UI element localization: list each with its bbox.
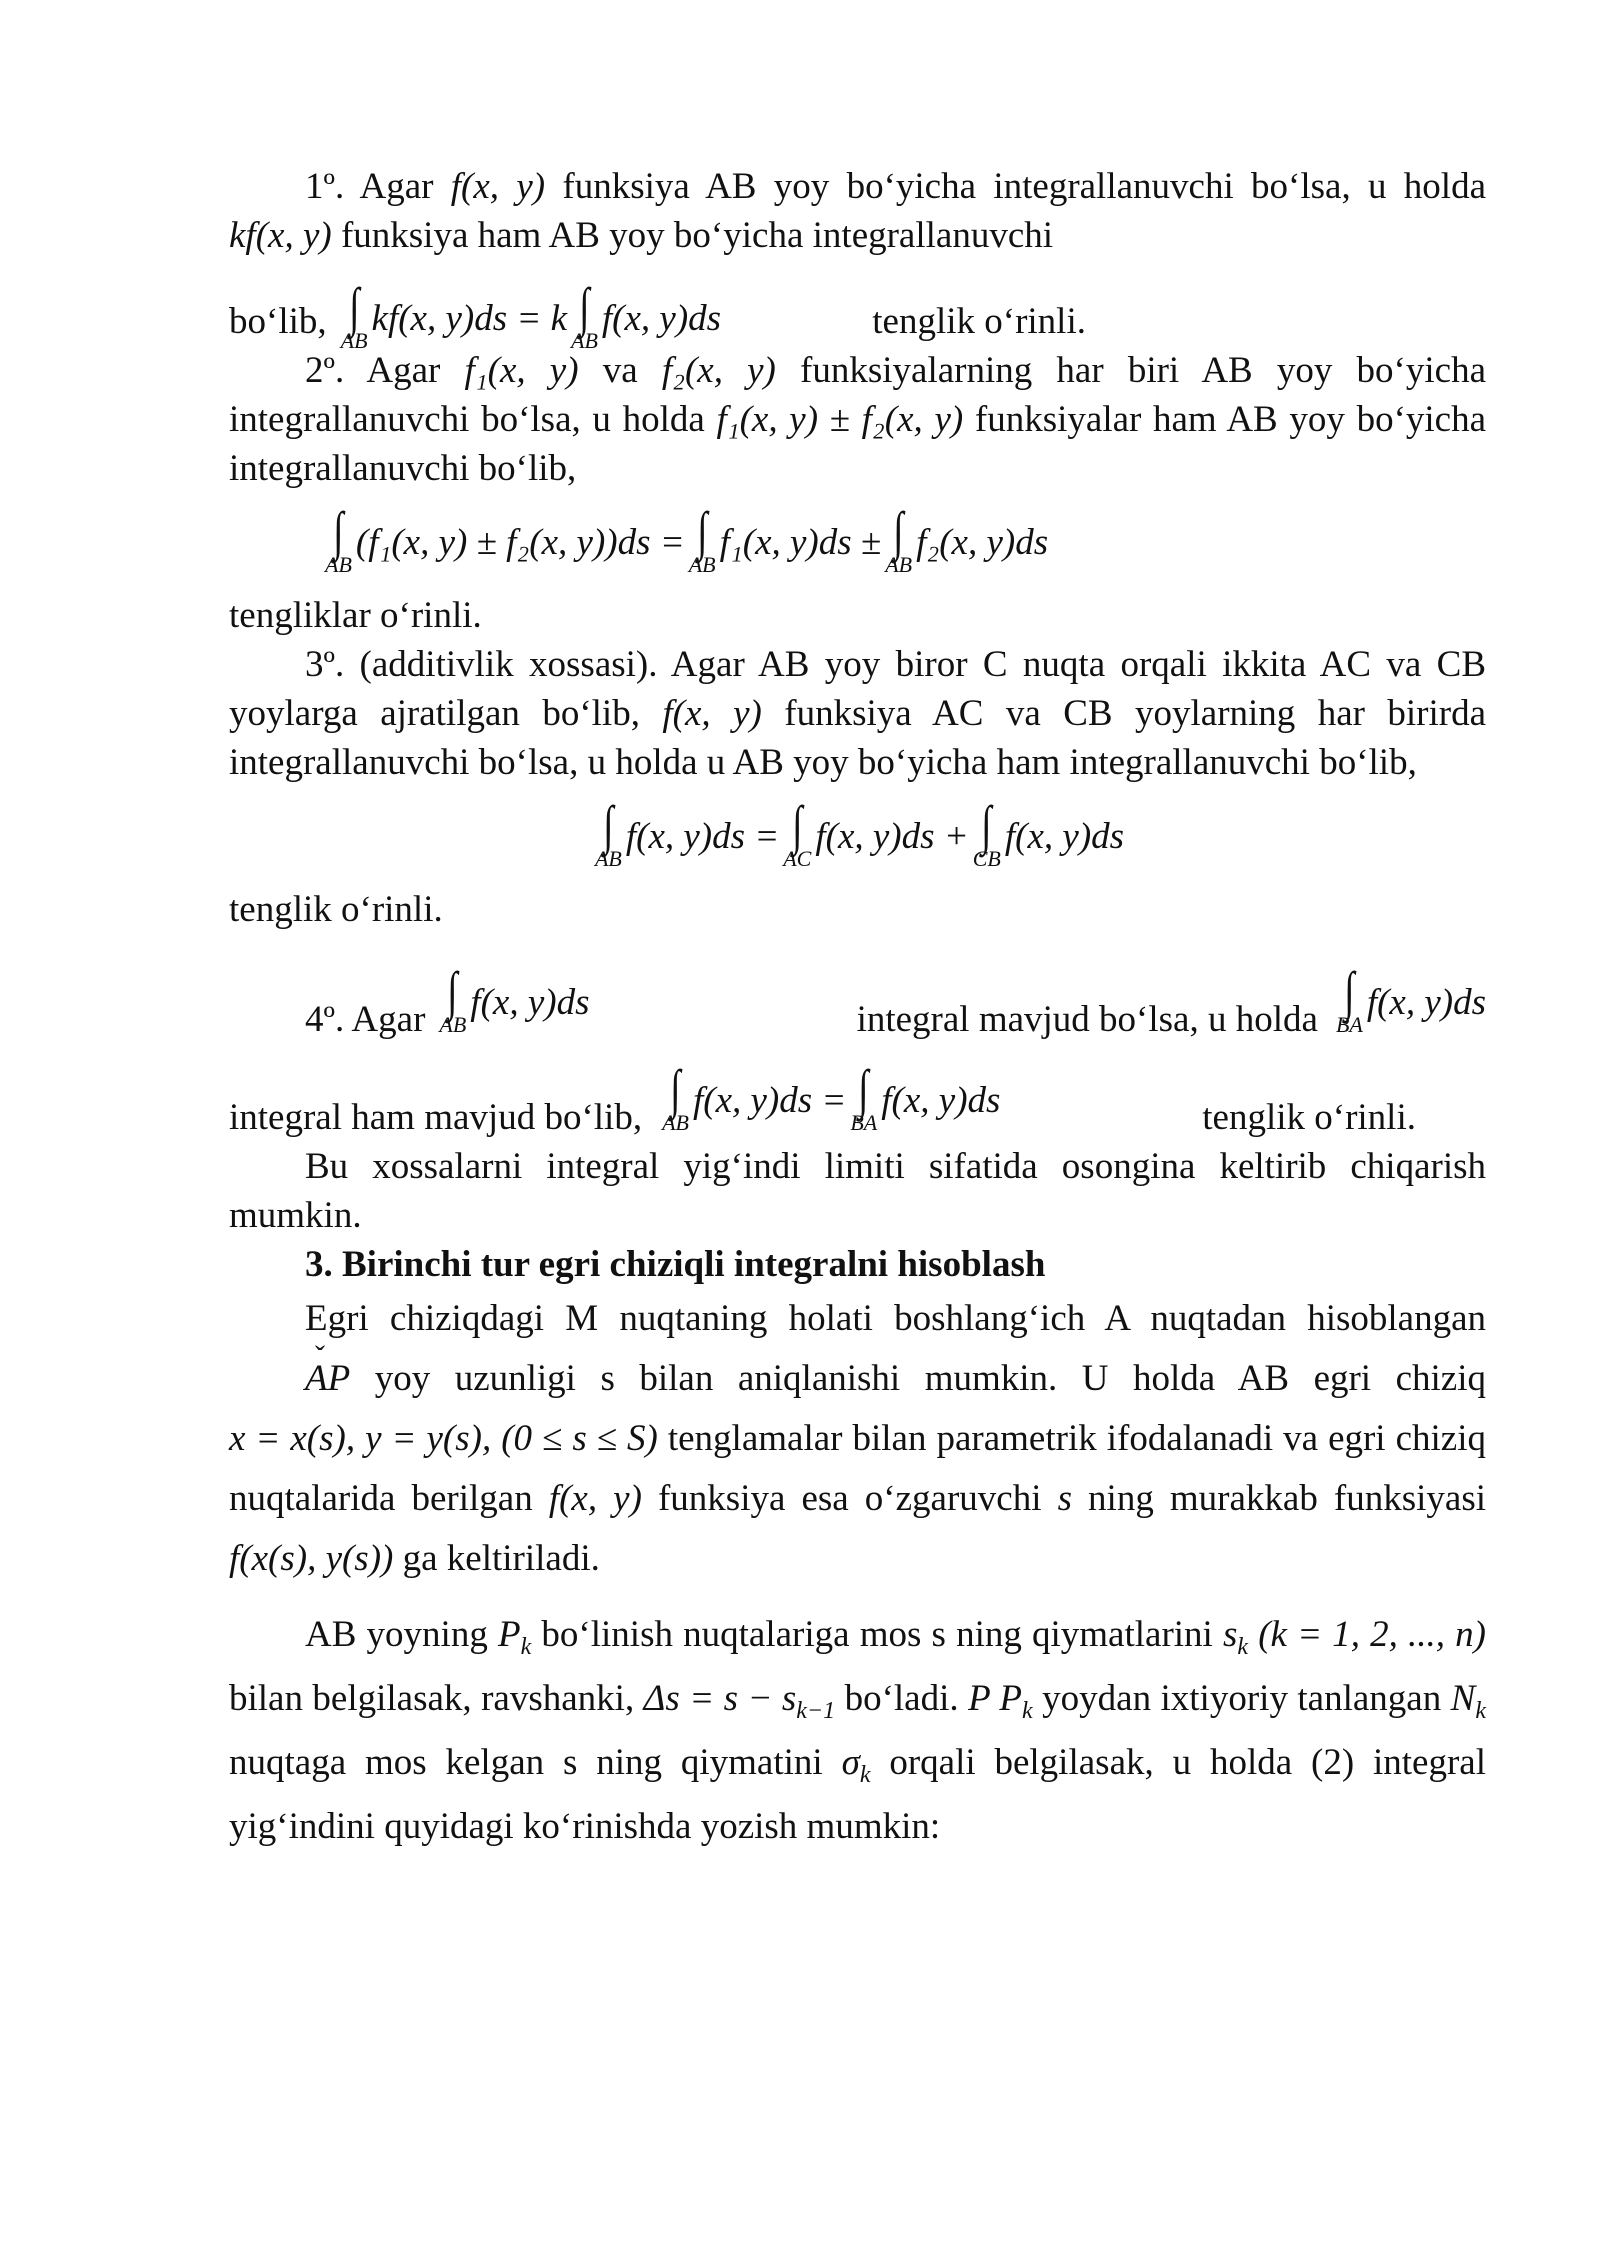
text: funksiyalarning har biri AB yoy bo‘yicha integrallanuvchi bo‘lsa, u holda <box>229 350 1487 440</box>
integral-sign: ∫ AB <box>662 1059 689 1135</box>
formula-part: f₁(x, y)ds ± <box>719 521 882 563</box>
formula-ap: ˇ AP <box>229 1349 350 1409</box>
formula-part: f(x, y)ds = <box>692 1079 847 1121</box>
text: AB yoyning <box>305 1614 488 1655</box>
text: tenglik o‘rinli. <box>229 889 443 930</box>
paragraph-7 <box>229 1603 1486 1859</box>
formula-param: x = x(s), y = y(s), (0 ≤ s ≤ S) <box>229 1418 658 1459</box>
integral-sign: ∫ BA <box>1335 961 1363 1037</box>
paragraph-6 <box>229 1289 1486 1589</box>
text: funksiya ham AB yoy bo‘yicha integrallanuvchi <box>340 215 1054 256</box>
text: funksiyalar ham AB yoy bo‘yicha integrallanuvchi bo‘lib, <box>229 399 1487 489</box>
text: tenglik o‘rinli. <box>1202 1097 1416 1138</box>
formula-part: f(x, y)ds <box>1366 981 1486 1023</box>
formula-integral-2 <box>229 493 1486 591</box>
text: nuqtaga mos kelgan s ning qiymatini <box>229 1742 823 1783</box>
formula-integral-4c <box>658 1059 1001 1135</box>
section-heading: 3. Birinchi tur egri chiziqli integralni hisoblash <box>305 1244 1046 1285</box>
text: funksiya AB yoy bo‘yicha integrallanuvchi bo‘lsa, u holda <box>562 166 1487 207</box>
formula-sum: f₁(x, y) ± f₂(x, y) <box>716 399 964 440</box>
formula-part: kf(x, y)ds = k <box>371 297 568 339</box>
text: integral ham mavjud bo‘lib, <box>229 1097 643 1138</box>
integral-sign: ∫ AB <box>571 277 598 353</box>
text: tengliklar o‘rinli. <box>229 595 482 636</box>
property-1 <box>229 162 1486 260</box>
formula-s: s <box>1057 1478 1072 1519</box>
formula-f: f(x, y) <box>548 1478 642 1519</box>
formula-pk: $P_k$ <box>497 1614 532 1660</box>
text: yoydan ixtiyoriy tanlangan <box>1042 1678 1442 1719</box>
formula-integral-1 <box>337 277 722 353</box>
text: yoy uzunligi s bilan aniqlanishi mumkin. U holda AB egri chiziq <box>374 1358 1486 1399</box>
formula-integral-4a <box>435 961 590 1037</box>
formula-kf: kf(x, y) <box>229 215 332 256</box>
formula-part: (f₁(x, y) ± f₂(x, y))ds = <box>355 521 685 563</box>
formula-delta: $\Delta s = s - s_{k-1}$ <box>643 1678 836 1724</box>
text: 2º. Agar <box>305 350 441 391</box>
text: tenglamalar bilan parametrik ifodalanadi va egri chiziq nuqtalarida berilgan <box>229 1418 1486 1519</box>
integral-sign: ∫ AC <box>783 795 812 871</box>
text: bo‘lib, <box>229 301 327 342</box>
formula-part: f(x, y)ds + <box>815 815 969 857</box>
text: funksiya esa o‘zgaruvchi <box>657 1478 1042 1519</box>
integral-sign: ∫ AB <box>885 501 913 577</box>
formula-part: f₂(x, y)ds <box>916 521 1049 563</box>
text: 3º. (additivlik xossasi). Agar AB yoy biror C nuqta orqali ikkita AC va CB yoylarga ajratilgan bo‘lib, <box>229 644 1486 734</box>
formula-kset: (k = 1, 2, ..., n) <box>1258 1614 1486 1655</box>
formula-arc: P $P_k$ <box>968 1678 1033 1724</box>
formula-integral-4b <box>1332 961 1486 1037</box>
formula-sk: $s_k$ <box>1223 1614 1249 1660</box>
formula-f: f(x, y) <box>662 693 762 734</box>
property-3 <box>229 640 1486 787</box>
formula-sigma: $\sigma_k$ <box>841 1742 871 1788</box>
text: tenglik o‘rinli. <box>872 301 1086 342</box>
formula-fs: f(x(s), y(s)) <box>229 1538 394 1579</box>
document-page <box>229 162 1486 1859</box>
text: Egri chiziqdagi M nuqtaning holati boshlang‘ich A nuqtadan hisoblangan <box>305 1298 1486 1339</box>
text: ga keltiriladi. <box>402 1538 600 1579</box>
property-4-line-2 <box>229 1044 1486 1142</box>
formula-nk: $N_k$ <box>1450 1678 1486 1724</box>
property-4-line-1 <box>229 934 1486 1044</box>
text: bo‘linish nuqtalariga mos s ning qiymatlarini <box>541 1614 1213 1655</box>
integral-sign: ∫ AB <box>594 795 622 871</box>
text: 1º. Agar <box>305 166 434 207</box>
integral-sign: ∫ CB <box>972 795 1001 871</box>
text: va <box>602 350 638 391</box>
integral-sign: ∫ AB <box>688 501 716 577</box>
formula-part: f(x, y)ds <box>1004 815 1125 857</box>
text: bilan belgilasak, ravshanki, <box>229 1678 635 1719</box>
text: bo‘ladi. <box>844 1678 959 1719</box>
text: 4º. Agar <box>305 999 426 1040</box>
formula-part: f(x, y)ds = <box>625 815 780 857</box>
property-2 <box>229 346 1486 493</box>
text: orqali belgilasak, u holda (2) integral yig‘indini quyidagi ko‘rinishda yozish mumkin: <box>229 1742 1487 1847</box>
formula-part: f(x, y)ds <box>601 297 722 339</box>
text: integral mavjud bo‘lsa, u holda <box>856 999 1318 1040</box>
formula-integral-3 <box>229 787 1486 885</box>
text: funksiya AC va CB yoylarning har birirda integrallanuvchi bo‘lsa, u holda u AB yoy bo‘yicha ham integrallanuvchi bo‘lib, <box>229 693 1486 783</box>
formula-part: f(x, y)ds <box>881 1079 1001 1121</box>
integral-sign: ∫ BA <box>850 1059 878 1135</box>
formula-f2: f₂(x, y) <box>661 350 776 391</box>
integral-sign: ∫ AB <box>439 961 467 1037</box>
integral-sign: ∫ AB <box>325 501 352 577</box>
formula-f1: f₁(x, y) <box>464 350 579 391</box>
property-1-line <box>229 260 1486 353</box>
integral-sign: ∫ AB <box>340 277 368 353</box>
text: Bu xossalarni integral yig‘indi limiti sifatida osongina keltirib chiqarish mumkin. <box>229 1146 1486 1236</box>
text: ning murakkab funksiyasi <box>1088 1478 1487 1519</box>
formula-f: f(x, y) <box>450 166 546 207</box>
formula-part: f(x, y)ds <box>470 981 590 1023</box>
